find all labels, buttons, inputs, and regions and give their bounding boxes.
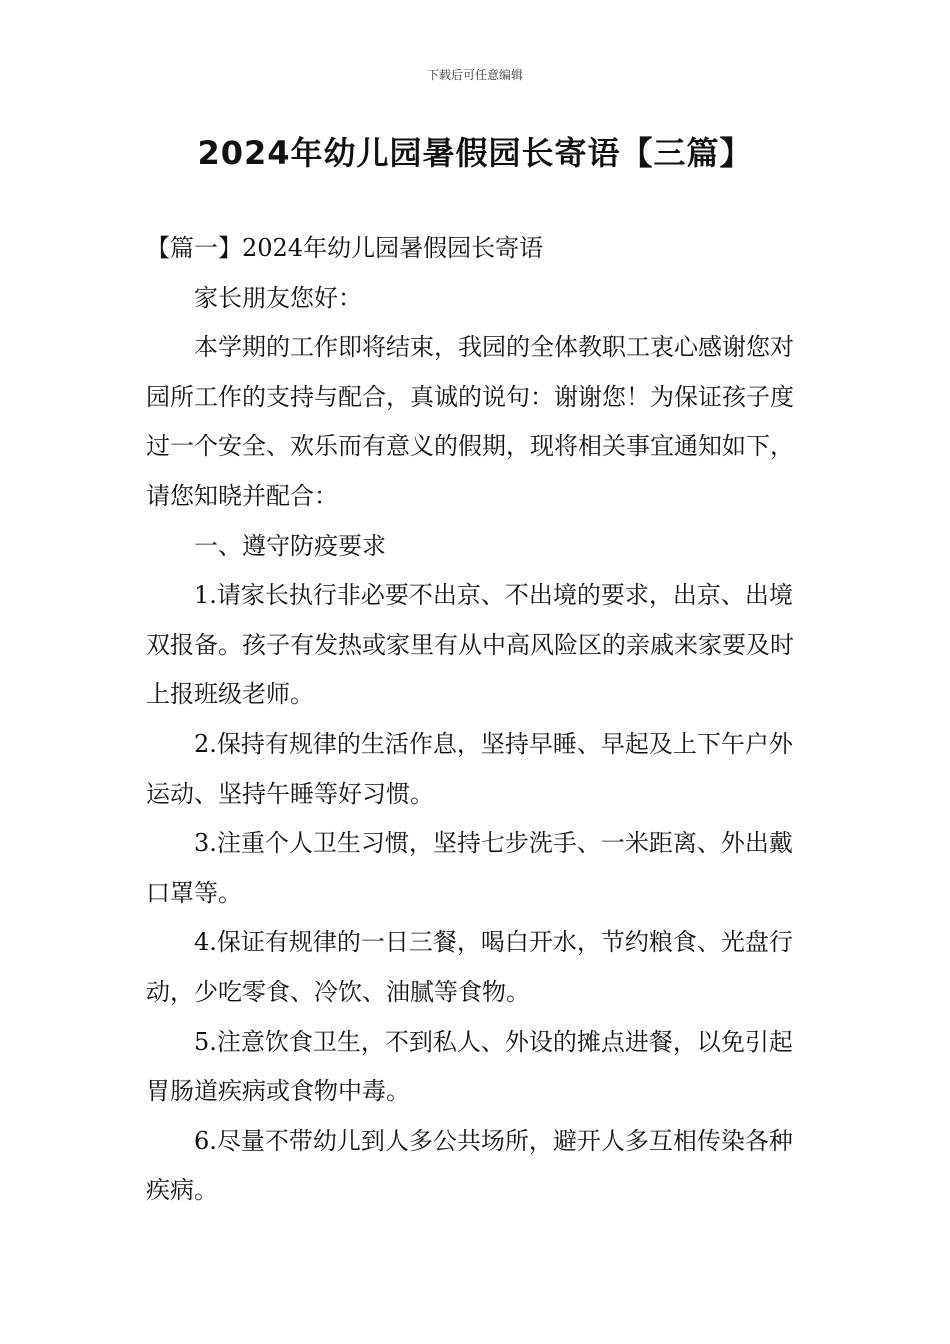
- list-item: 2.保持有规律的生活作息，坚持早睡、早起及上下午户外运动、坚持午睡等好习惯。: [146, 729, 793, 808]
- document-body: [146, 224, 808, 1216]
- section-heading: 【篇一】2024年幼儿园暑假园长寄语: [146, 234, 544, 262]
- greeting: 家长朋友您好：: [194, 283, 362, 312]
- document-title: 2024年幼儿园暑假园长寄语【三篇】: [197, 134, 753, 172]
- intro-paragraph: 本学期的工作即将结束，我园的全体教职工衷心感谢您对园所工作的支持与配合，真诚的说句：谢谢您！为保证孩子度过一个安全、欢乐而有意义的假期，现将相关事宜通知如下，请您知晓并配合：: [146, 333, 794, 510]
- header-note: 下载后可任意编辑: [426, 68, 523, 82]
- list-item: 3.注重个人卫生习惯，坚持七步洗手、一米距离、外出戴口罩等。: [146, 829, 793, 907]
- list-item: 6.尽量不带幼儿到人多公共场所，避开人多互相传染各种疾病。: [146, 1126, 793, 1205]
- list-item: 1.请家长执行非必要不出京、不出境的要求，出京、出境双报备。孩子有发热或家里有从中高风险区的亲戚来家要及时上报班级老师。: [146, 581, 794, 709]
- list-item: 4.保证有规律的一日三餐，喝白开水，节约粮食、光盘行动，少吃零食、冷饮、油腻等食物。: [146, 928, 793, 1006]
- list-item: 5.注意饮食卫生，不到私人、外设的摊点进餐，以免引起胃肠道疾病或食物中毒。: [146, 1027, 793, 1106]
- subheading: 一、遵守防疫要求: [194, 531, 386, 560]
